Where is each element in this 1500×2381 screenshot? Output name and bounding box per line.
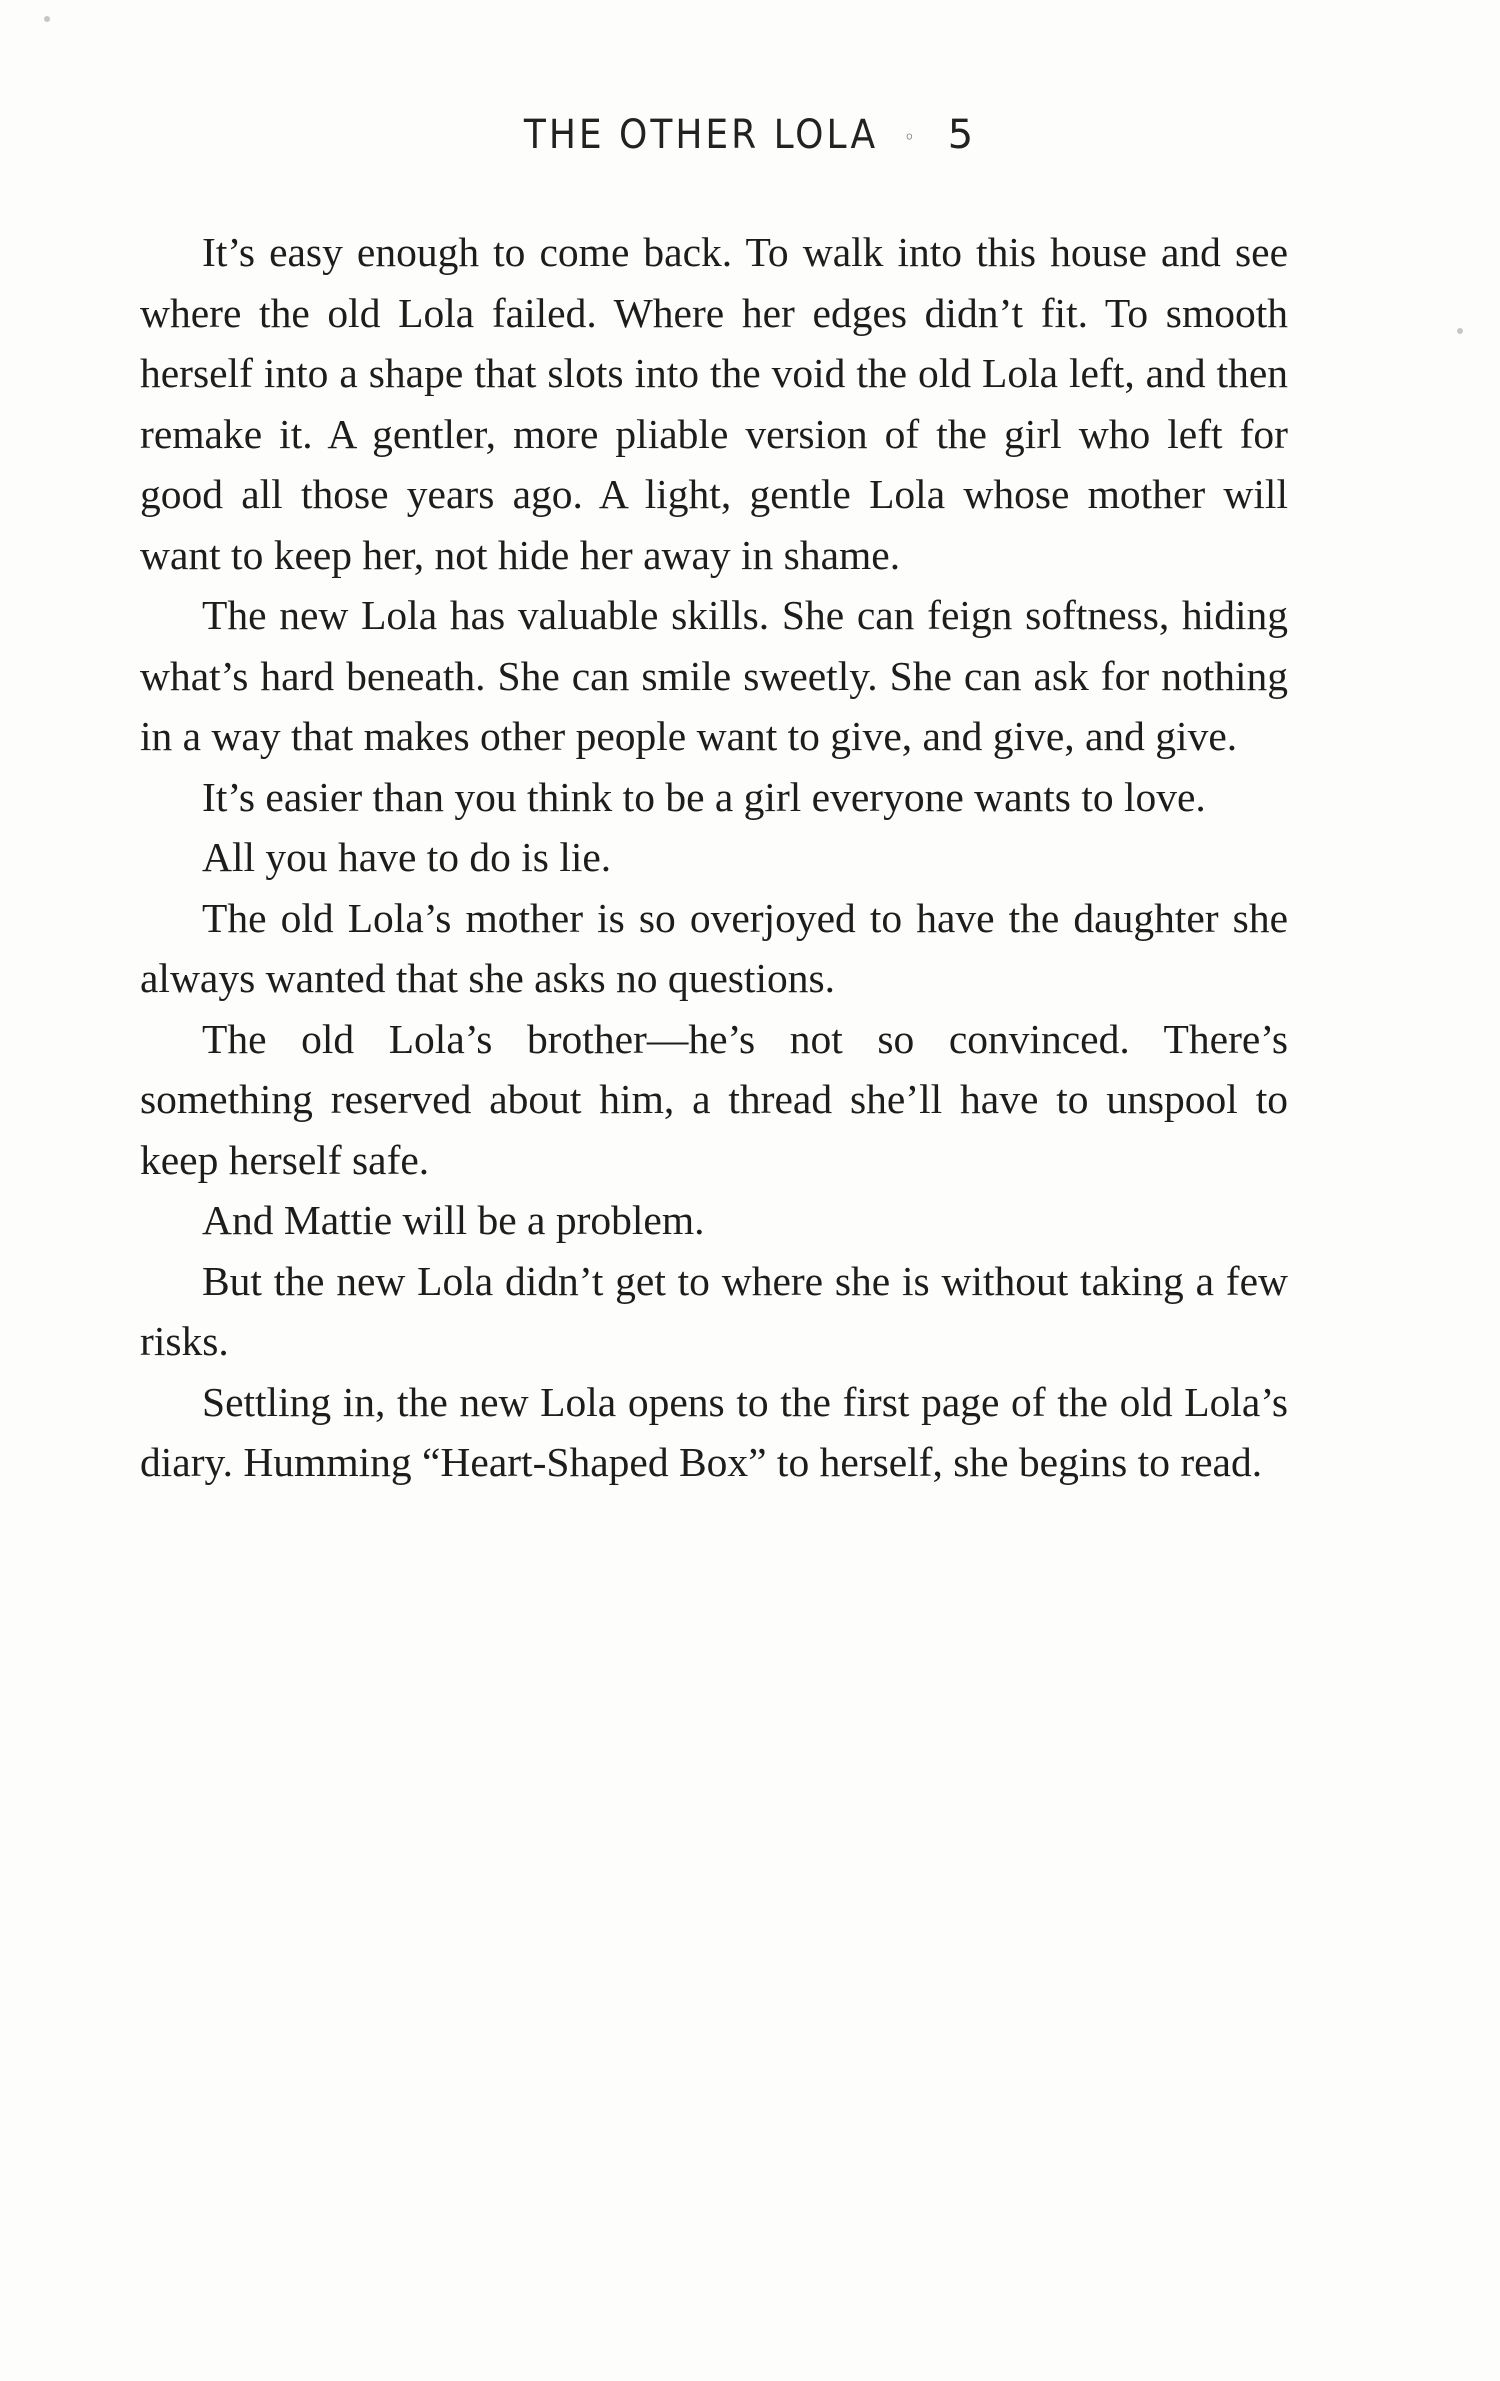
paragraph: The old Lola’s mother is so overjoyed to have the daughter she always wanted that she asks no questions. (140, 894, 1288, 1001)
page-number: 5 (947, 112, 977, 158)
paragraph: It’s easy enough to come back. To walk into this house and see where the old Lola failed. Where her edges didn’t fit. To smooth herself into a shape that slots into the void the old Lola left, and then remake it. A gentler, more pliable version of the girl who left for good all those years ago. A light, gentle Lola whose mother will want to keep her, not hide her away in shame. (140, 229, 1288, 578)
paragraph: But the new Lola didn’t get to where she is without taking a few risks. (140, 1257, 1288, 1364)
ornament-separator: ◦ (904, 125, 918, 149)
paragraph: The old Lola’s brother—he’s not so convinced. There’s something reserved about him, a thread she’ll have to unspool to keep herself safe. (140, 1015, 1288, 1183)
paragraph: All you have to do is lie. (202, 834, 612, 880)
running-title: THE OTHER LOLA (523, 112, 879, 158)
scan-speck (44, 16, 50, 22)
paragraph: Settling in, the new Lola opens to the first page of the old Lola’s diary. Humming “Heart-Shaped Box” to herself, she begins to read. (140, 1378, 1288, 1485)
paragraph: And Mattie will be a problem. (202, 1197, 705, 1243)
scan-speck (1457, 328, 1463, 334)
paragraph: The new Lola has valuable skills. She can feign softness, hiding what’s hard beneath. She can smile sweetly. She can ask for nothing in a way that makes other people want to give, and give, and give. (140, 592, 1288, 759)
paragraph: It’s easier than you think to be a girl everyone wants to love. (202, 773, 1206, 820)
running-head (0, 112, 1500, 172)
body-text (140, 222, 1288, 1493)
